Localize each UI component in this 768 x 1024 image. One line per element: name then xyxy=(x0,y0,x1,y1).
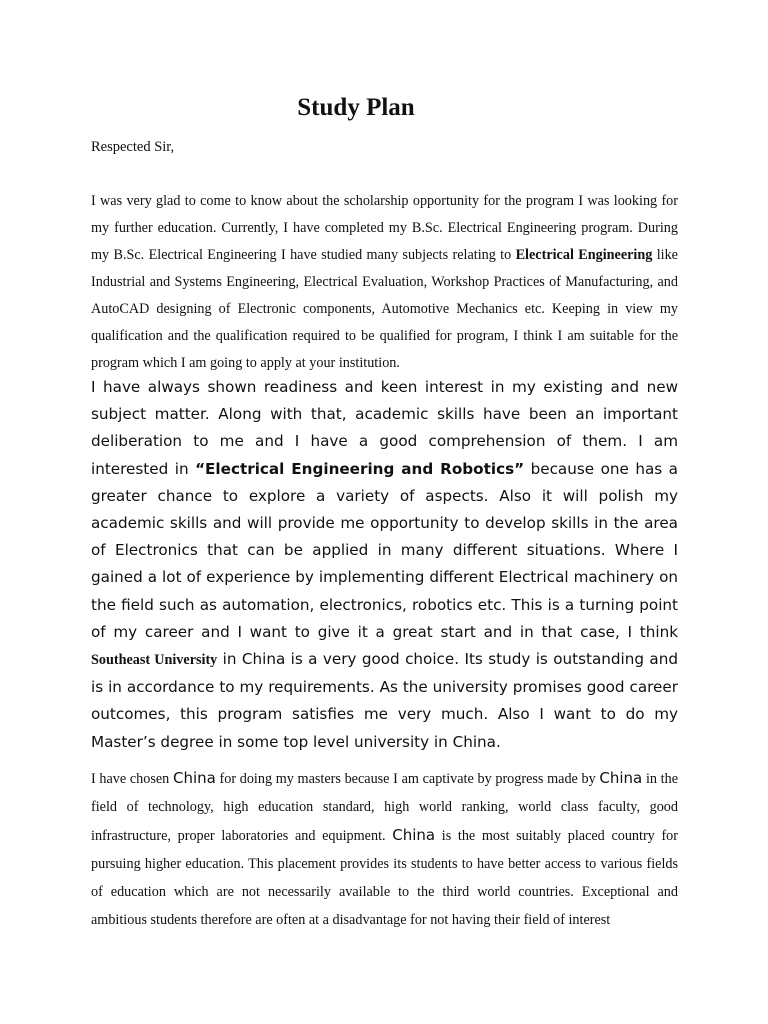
paragraph-3-text-c: in the field of technology, high education standard, high world ranking, world class faculty, good infrastructure, proper laboratories and equipment. xyxy=(91,771,679,844)
paragraph-3-china-3: China xyxy=(392,826,436,844)
paragraph-3 xyxy=(91,764,678,934)
paragraph-3-text-d: is the most suitably placed country for pursuing higher education. This placement provides its students to have better access to various fields of education which are not necessarily available to the third world countries. Exceptional and ambitious students therefore are often at a disadvantage for not having their field of interest xyxy=(91,828,678,928)
paragraph-2-text-c: in China is a very good choice. Its study is outstanding and is in accordance to my requirements. As the university promises good career outcomes, this program satisfies me very much. Also I want to do my Master’s degree in some top level university in China. xyxy=(91,650,678,751)
paragraph-2-bold-program-name: “Electrical Engineering and Robotics” xyxy=(195,459,525,478)
paragraph-3-china-1: China xyxy=(172,769,216,787)
paragraph-1-text-b: like Industrial and Systems Engineering, Electrical Evaluation, Workshop Practices of Manufacturing, and AutoCAD designing of Electronic components, Automotive Mechanics etc. Keeping in view my qualification and the qualification required to be qualified for program, I think I am suitable for the program which I am going to apply at your institution. xyxy=(91,247,678,371)
paragraph-3-text-b: for doing my masters because I am captivate by progress made by xyxy=(215,771,600,787)
paragraph-2-bold-university: Southeast University xyxy=(91,652,218,669)
page-title: Study Plan xyxy=(297,94,415,121)
salutation: Respected Sir, xyxy=(91,139,175,155)
paragraph-1-bold-electrical-engineering: Electrical Engineering xyxy=(515,247,653,263)
paragraph-2-text-a: I have always shown readiness and keen interest in my existing and new subject matter. Along with that, academic skills have been an important deliberation to me and I have a good comprehension of them. I am interested in xyxy=(91,378,678,478)
paragraph-3-text-a: I have chosen xyxy=(91,771,173,787)
paragraph-1 xyxy=(91,188,678,377)
paragraph-3-china-2: China xyxy=(599,769,643,787)
paragraph-2 xyxy=(91,374,678,756)
paragraph-2-text-b: because one has a greater chance to explore a variety of aspects. Also it will polish my academic skills and will provide me opportunity to develop skills in the area of Electronics that can be applied in many different situations. Where I gained a lot of experience by implementing different Electrical machinery on the field such as automation, electronics, robotics etc. This is a turning point of my career and I want to give it a great start and in that case, I think xyxy=(91,459,678,641)
paragraph-1-text-a: I was very glad to come to know about the scholarship opportunity for the program I was looking for my further education. Currently, I have completed my B.Sc. Electrical Engineering program. During my B.Sc. Electrical Engineering I have studied many subjects relating to xyxy=(91,193,678,263)
